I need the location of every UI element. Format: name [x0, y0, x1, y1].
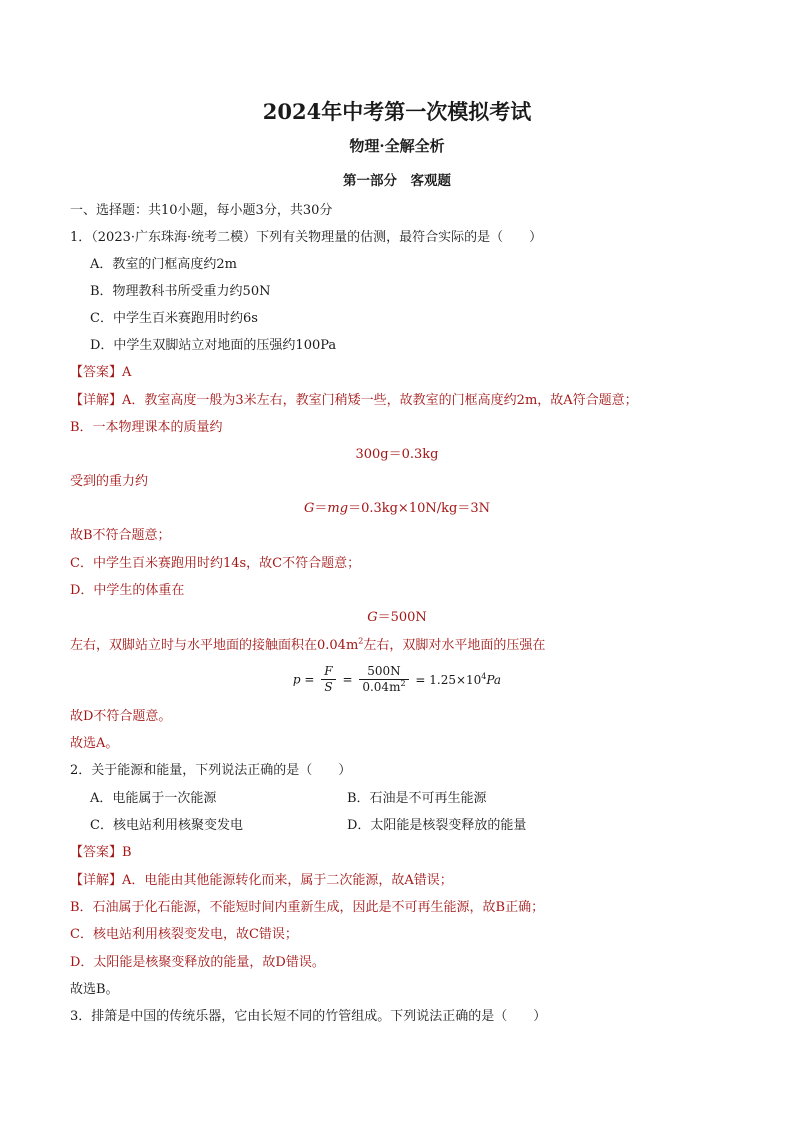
q2-detail-b: B．石油属于化石能源，不能短时间内重新生成，因此是不可再生能源，故B正确；	[70, 900, 545, 915]
answer-tag: 【答案】	[70, 365, 123, 380]
q1-equation-gravity	[0, 609, 794, 627]
symbol-g: G	[304, 501, 315, 516]
symbol-p: p	[292, 672, 301, 687]
superscript: 2	[358, 636, 364, 646]
detail-tag: 【详解】	[70, 393, 123, 408]
denominator-value	[359, 680, 408, 695]
q1-option-a: A．教室的门框高度约2m	[90, 257, 237, 272]
superscript: 4	[481, 671, 487, 681]
equals: =	[304, 672, 315, 687]
q1-equation-mass: 300g＝0.3kg	[355, 447, 439, 462]
superscript: 2	[400, 679, 406, 688]
detail-text: A．教室高度一般为3米左右，教室门稍矮一些，故教室的门框高度约2m，故A符合题意；	[122, 393, 638, 408]
answer-value: B	[122, 845, 132, 860]
result	[415, 673, 501, 687]
q2-option-b: B．石油是不可再生能源	[347, 791, 487, 806]
answer-value: A	[122, 365, 132, 380]
detail-text: 左右，双脚站立时与水平地面的接触面积在0.04m	[70, 638, 359, 653]
q2-conclusion: 故选B。	[70, 982, 119, 997]
q1-option-c: C．中学生百米赛跑用时约6s	[90, 311, 258, 326]
q2-detail-c: C．核电站利用核裂变发电，故C错误；	[70, 927, 298, 942]
equation-rest: ＝500N	[377, 610, 427, 625]
q1-detail-b3: 故B不符合题意；	[70, 528, 171, 543]
denominator-text: 0.04m	[362, 680, 401, 694]
q1-stem: 1．（2023·广东珠海·统考二模）下列有关物理量的估测，最符合实际的是（ ）	[70, 230, 543, 245]
q1-answer	[70, 364, 131, 382]
fraction-values	[359, 664, 408, 695]
q1-conclusion: 故选A。	[70, 736, 119, 751]
symbol-mg: mg	[327, 501, 349, 516]
q2-detail-d: D．太阳能是核聚变释放的能量，故D错误。	[70, 955, 325, 970]
exam-subtitle: 物理·全解全析	[349, 137, 445, 155]
q1-detail-a	[70, 392, 638, 410]
answer-tag: 【答案】	[70, 845, 123, 860]
q1-detail-d1: D．中学生的体重在	[70, 583, 185, 598]
equals: =	[342, 672, 353, 687]
q1-detail-b2: 受到的重力约	[70, 474, 149, 489]
q1-pressure-formula	[0, 664, 794, 695]
detail-text: A．电能由其他能源转化而来，属于二次能源，故A错误；	[122, 873, 453, 888]
part-heading: 第一部分 客观题	[343, 173, 451, 189]
q1-detail-c: C．中学生百米赛跑用时约14s，故C不符合题意；	[70, 556, 361, 571]
q1-option-d: D．中学生双脚站立对地面的压强约100Pa	[90, 338, 337, 353]
equals: ＝	[314, 501, 328, 516]
denominator-s: S	[324, 680, 333, 694]
q2-option-a: A．电能属于一次能源	[90, 791, 217, 806]
q2-option-d: D．太阳能是核裂变释放的能量	[347, 818, 527, 833]
q1-detail-b1: B．一本物理课本的质量约	[70, 420, 223, 435]
q2-stem: 2．关于能源和能量，下列说法正确的是（ ）	[70, 763, 352, 778]
q1-option-b: B．物理教科书所受重力约50N	[90, 284, 271, 299]
equation-rest: ＝0.3kg×10N/kg＝3N	[348, 501, 490, 516]
numerator-f: F	[321, 664, 335, 680]
q2-detail-a	[70, 872, 453, 890]
detail-text: 左右，双脚对水平地面的压强在	[363, 638, 546, 653]
q2-answer	[70, 844, 132, 862]
q3-stem: 3．排箫是中国的传统乐器，它由长短不同的竹管组成。下列说法正确的是（ ）	[70, 1009, 547, 1024]
q1-detail-d2	[70, 637, 545, 655]
symbol-g: G	[367, 610, 378, 625]
result-unit: Pa	[486, 672, 502, 687]
q1-detail-d3: 故D不符合题意。	[70, 709, 172, 724]
section-heading: 一、选择题：共10小题，每小题3分，共30分	[70, 203, 333, 218]
exam-title: 2024年中考第一次模拟考试	[262, 99, 532, 124]
detail-tag: 【详解】	[70, 873, 123, 888]
fraction-f-over-s	[321, 664, 335, 695]
result-value: = 1.25×10	[415, 672, 482, 687]
numerator-value: 500N	[359, 664, 408, 680]
q1-equation-weight	[0, 500, 794, 518]
q2-option-c: C．核电站利用核聚变发电	[90, 818, 243, 833]
